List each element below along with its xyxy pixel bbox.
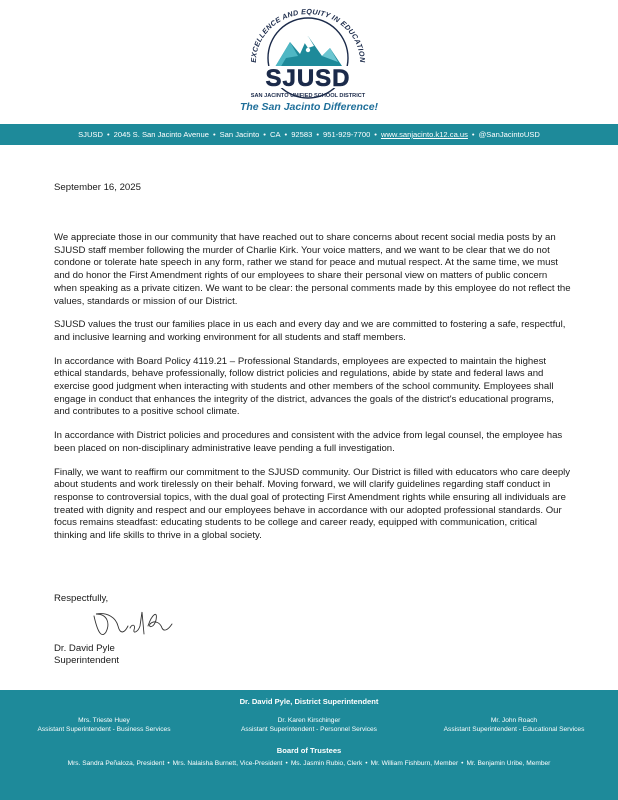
paragraph: In accordance with Board Policy 4119.21 – Professional Standards, employees are expected to maintain the highest ethical standards, behave professionally, follow district policies and regulations, abide by state and federal laws and exercise good judgment when interacting with students and other members of the school community. Employees shall engage in conduct that enhances the integrity of the district, advances the goals of the district's educational programs, and contributes to a positive school climate. xyxy=(54,355,554,418)
letter-body xyxy=(54,232,572,554)
paragraph: SJUSD values the trust our families place in us each and every day and we are committed to fostering a safe, respectful, and inclusive learning and working environment for all students and staff members. xyxy=(54,319,566,343)
assistant-name: Mrs. Trieste Huey xyxy=(78,717,130,724)
separator: • xyxy=(374,130,377,139)
contact-state: CA xyxy=(269,130,281,139)
footer-superintendent: Dr. David Pyle, District Superintendent xyxy=(239,697,379,706)
board-title: Board of Trustees xyxy=(276,746,342,755)
assistant-block xyxy=(4,716,204,734)
logo-arc-text: EXCELLENCE AND EQUITY IN EDUCATION xyxy=(248,6,368,63)
contact-bar xyxy=(0,124,618,145)
board-member: Mr. Benjamin Uribe, Member xyxy=(466,760,551,767)
separator: • xyxy=(212,130,216,139)
contact-org: SJUSD xyxy=(78,130,103,139)
contact-phone: 951-929-7700 xyxy=(323,130,371,139)
board-member: Mrs. Sandra Peñaloza, President xyxy=(67,760,165,767)
paragraph: In accordance with District policies and procedures and consistent with the advice from legal counsel, the employee has been placed on non-disciplinary administrative leave pending a full investigation. xyxy=(54,430,563,454)
website-link[interactable]: www.sanjacinto.k12.ca.us xyxy=(380,130,468,139)
district-logo xyxy=(242,6,374,102)
assistant-name: Dr. Karen Kirschinger xyxy=(277,717,341,724)
contact-social: @SanJacintoUSD xyxy=(478,130,540,139)
signature xyxy=(88,604,178,644)
separator: • xyxy=(167,760,170,767)
separator: • xyxy=(263,130,266,139)
assistant-block xyxy=(209,716,409,734)
signer-title: Superintendent xyxy=(54,655,120,667)
tagline: The San Jacinto Difference! xyxy=(239,101,379,113)
separator: • xyxy=(461,760,464,767)
separator: • xyxy=(284,130,288,139)
board-member: Mrs. Nalaisha Burnett, Vice-President xyxy=(172,760,283,767)
assistant-title: Assistant Superintendent - Personnel Services xyxy=(241,726,377,733)
separator: • xyxy=(471,130,475,139)
assistant-title: Assistant Superintendent - Educational Services xyxy=(443,726,585,733)
assistant-name: Mr. John Roach xyxy=(490,717,538,724)
separator: • xyxy=(285,760,288,767)
signer-name: Dr. David Pyle xyxy=(54,643,115,654)
paragraph: We appreciate those in our community that have reached out to share concerns about recent social media posts by an SJUSD staff member following the murder of Charlie Kirk. Your voice matters, and we want to be clear that we do not condone or tolerate hate speech in any form, rather we stand for peace and mutual respect. At the same time, we must and do honor the First Amendment rights of our employees to share their personal view on matters of public concern when speaking as a private citizen. We want to be clear: the personal comments made by this employee do not reflect the values, standards or mission of our District. xyxy=(54,232,571,307)
separator: • xyxy=(365,760,368,767)
signer-block xyxy=(54,643,119,667)
assistant-title: Assistant Superintendent - Business Services xyxy=(37,726,171,733)
footer xyxy=(0,690,618,800)
board-member: Ms. Jasmin Rubio, Clerk xyxy=(290,760,363,767)
logo-district-name: SAN JACINTO UNIFIED SCHOOL DISTRICT xyxy=(250,93,366,99)
board-members xyxy=(0,760,618,767)
letterhead xyxy=(0,0,618,124)
letter-closing: Respectfully, xyxy=(54,593,109,604)
paragraph: Finally, we want to reaffirm our commitment to the SJUSD community. Our District is filled with educators who care deeply about students and work tirelessly on their behalf. Moving forward, we will clarify guidelines regarding staff conduct in response to controversial topics, with the dual goal of protecting First Amendment rights while ensuring all individuals are treated with dignity and respect and our employees behave in accordance with our adopted professional standards. Our focus remains steadfast: educating students to be college and career ready, equipped with communication, critical thinking and life skills to thrive in a global society. xyxy=(54,466,571,542)
logo-wordmark: SJUSD xyxy=(265,65,351,92)
letter-date: September 16, 2025 xyxy=(54,182,141,193)
contact-city: San Jacinto xyxy=(219,130,260,139)
separator: • xyxy=(106,130,110,139)
board-member: Mr. William Fishburn, Member xyxy=(370,760,459,767)
contact-address: 2045 S. San Jacinto Avenue xyxy=(113,130,209,139)
separator: • xyxy=(316,130,319,139)
assistant-block xyxy=(414,716,614,734)
contact-zip: 92583 xyxy=(291,130,313,139)
